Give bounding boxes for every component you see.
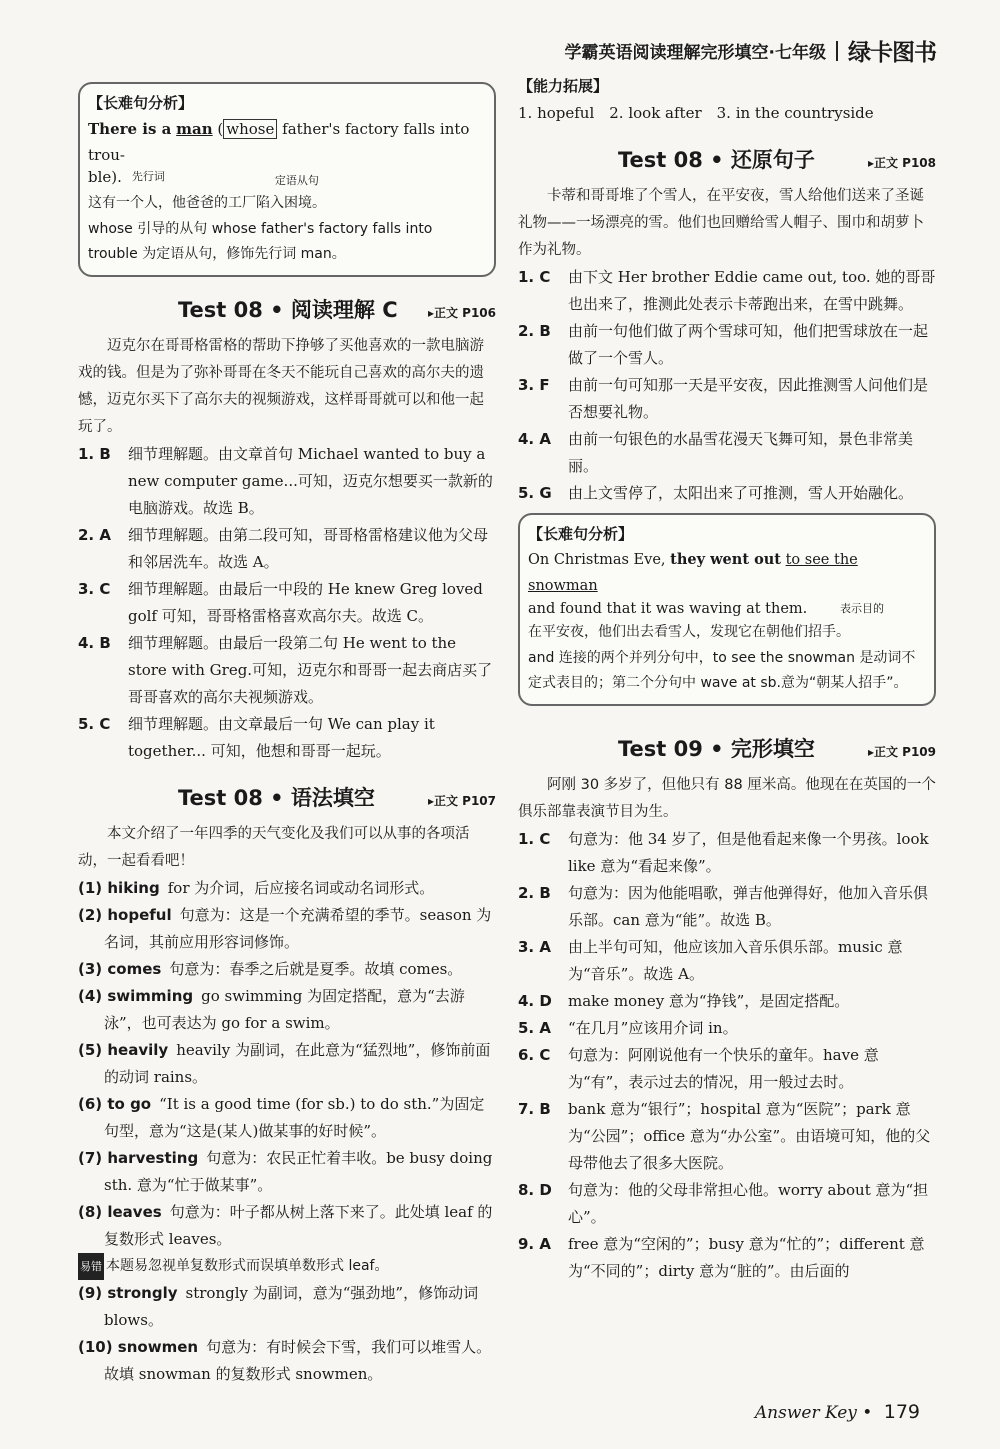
sentence-paren: ( bbox=[212, 120, 224, 138]
answer-explanation: strongly 为副词，意为“强劲地”，修饰动词 blows。 bbox=[104, 1284, 479, 1329]
answer-number: 1. C bbox=[518, 830, 551, 848]
analysis-sentence bbox=[528, 547, 924, 599]
answer-number: 9. A bbox=[518, 1235, 551, 1253]
ability-answers: 1. hopeful 2. look after 3. in the countryside bbox=[518, 104, 874, 122]
sentence-end: ble). bbox=[88, 168, 122, 186]
answer-item bbox=[78, 902, 496, 956]
sentence-rest: father's factory falls into trou- bbox=[88, 120, 470, 164]
answer-explanation: 由上半句可知，他应该加入音乐俱乐部。music 意为“音乐”。故选 A。 bbox=[568, 938, 903, 983]
answer-explanation: 句意为：阿刚说他有一个快乐的童年。have 意为“有”，表示过去的情况，用一般过去时。 bbox=[568, 1046, 879, 1091]
answer-item bbox=[518, 264, 936, 318]
answer-explanation: free 意为“空闲的”；busy 意为“忙的”；different 意为“不同的”；dirty 意为“脏的”。由后面的 bbox=[568, 1235, 925, 1280]
section-title: Test 09 • 完形填空 bbox=[618, 737, 815, 761]
answer-item bbox=[78, 441, 496, 522]
answer-explanation: 句意为：有时候会下雪，我们可以堆雪人。故填 snowman 的复数形式 snowmen。 bbox=[104, 1338, 492, 1383]
page-reference: ▸正文 P108 bbox=[867, 156, 936, 170]
page-reference: ▸正文 P106 bbox=[427, 306, 496, 320]
common-mistake-note bbox=[78, 1253, 496, 1280]
answer-number: 6. C bbox=[518, 1046, 551, 1064]
section-title: Test 08 • 还原句子 bbox=[618, 148, 815, 172]
page-header bbox=[565, 34, 936, 67]
page-footer bbox=[755, 1401, 920, 1423]
answer-number: 3. C bbox=[78, 580, 111, 598]
answer-number: 1. C bbox=[518, 268, 551, 286]
left-column bbox=[78, 82, 496, 1388]
answer-explanation: for 为介词，后应接名词或动名词形式。 bbox=[167, 879, 435, 897]
answer-number: 1. B bbox=[78, 445, 111, 463]
answer-list bbox=[518, 264, 936, 507]
annotation-attributive-clause: 定语从句 bbox=[274, 174, 319, 187]
answer-item bbox=[518, 480, 936, 507]
long-sentence-analysis-box bbox=[518, 513, 936, 706]
answer-number: (8) leaves bbox=[78, 1203, 162, 1221]
answer-item bbox=[78, 956, 496, 983]
answer-explanation: go swimming 为固定搭配，意为“去游泳”，也可表达为 go for a swim。 bbox=[104, 987, 465, 1032]
answer-item bbox=[78, 1037, 496, 1091]
section-title: Test 08 • 阅读理解 C bbox=[178, 298, 398, 322]
page-reference: ▸正文 P107 bbox=[427, 794, 496, 808]
answer-explanation: “在几月”应该用介词 in。 bbox=[568, 1019, 738, 1037]
answer-item bbox=[518, 988, 936, 1015]
answer-number: 5. A bbox=[518, 1019, 551, 1037]
answer-explanation: 细节理解题。由第二段可知，哥哥格雷格建议他为父母和邻居洗车。故选 A。 bbox=[128, 526, 489, 571]
answer-explanation: 句意为：这是一个充满希望的季节。season 为名词，其前应用形容词修饰。 bbox=[104, 906, 492, 951]
answer-explanation: 细节理解题。由最后一段第二句 He went to the store with Greg.可知，迈克尔和哥哥一起去商店买了哥哥喜欢的高尔夫视频游戏。 bbox=[128, 634, 493, 706]
answer-list bbox=[78, 1280, 496, 1388]
answer-explanation: 细节理解题。由文章首句 Michael wanted to buy a new computer game...可知，迈克尔想要买一款新的电脑游戏。故选 B。 bbox=[128, 445, 493, 517]
answer-item bbox=[518, 1042, 936, 1096]
purpose-phrase: to see the snowman bbox=[528, 552, 858, 594]
analysis-note: whose 引导的从句 whose father's factory falls into trouble 为定语从句，修饰先行词 man。 bbox=[88, 221, 433, 262]
answer-item bbox=[78, 1280, 496, 1334]
section-header-grammar bbox=[78, 785, 496, 815]
answer-item bbox=[78, 576, 496, 630]
sentence-part: On Christmas Eve, bbox=[528, 552, 671, 568]
answer-item bbox=[518, 1015, 936, 1042]
answer-item bbox=[518, 880, 936, 934]
answer-item bbox=[78, 711, 496, 765]
section-header-reading-c bbox=[78, 297, 496, 327]
answer-item bbox=[78, 630, 496, 711]
answer-list bbox=[78, 875, 496, 1253]
answer-list bbox=[78, 441, 496, 765]
annotation-antecedent: 先行词 bbox=[131, 170, 165, 183]
answer-number: 4. A bbox=[518, 430, 551, 448]
section-intro: 阿刚 30 多岁了，但他只有 88 厘米高。他现在在英国的一个俱乐部靠表演节目为生。 bbox=[518, 777, 936, 820]
section-header-restore bbox=[518, 147, 936, 177]
answer-number: 8. D bbox=[518, 1181, 552, 1199]
answer-item bbox=[518, 1231, 936, 1285]
answer-explanation: 句意为：农民正忙着丰收。be busy doing sth. 意为“忙于做某事”。 bbox=[104, 1149, 493, 1194]
answer-explanation: 句意为：因为他能唱歌，弹吉他弹得好，他加入音乐俱乐部。can 意为“能”。故选 B。 bbox=[568, 884, 929, 929]
answer-explanation: bank 意为“银行”；hospital 意为“医院”；park 意为“公园”；office 意为“办公室”。由语境可知，他的父母带他去了很多大医院。 bbox=[568, 1100, 931, 1172]
answer-number: (2) hopeful bbox=[78, 906, 172, 924]
answer-number: 5. G bbox=[518, 484, 552, 502]
answer-item bbox=[78, 875, 496, 902]
answer-number: 5. C bbox=[78, 715, 111, 733]
series-title: 学霸英语阅读理解完形填空·七年级 bbox=[564, 43, 826, 63]
analysis-translation: 在平安夜，他们出去看雪人，发现它在朝他们招手。 bbox=[528, 624, 850, 640]
analysis-translation: 这有一个人，他爸爸的工厂陷入困境。 bbox=[88, 195, 326, 211]
long-sentence-analysis-box bbox=[78, 82, 496, 277]
answer-explanation: make money 意为“挣钱”，是固定搭配。 bbox=[568, 992, 850, 1010]
sentence-rest: and found that it was waving at them. bbox=[528, 601, 808, 617]
answer-item bbox=[78, 1334, 496, 1388]
answer-item bbox=[78, 1145, 496, 1199]
ability-heading: 【能力拓展】 bbox=[518, 77, 609, 95]
answer-number: (5) heavily bbox=[78, 1041, 169, 1059]
answer-item bbox=[78, 522, 496, 576]
analysis-sentence bbox=[88, 116, 484, 168]
answer-item bbox=[518, 1096, 936, 1177]
answer-explanation: 句意为：他 34 岁了，但是他看起来像一个男孩。look like 意为“看起来像”。 bbox=[568, 830, 929, 875]
answer-explanation: 由下文 Her brother Eddie came out, too. 她的哥哥也出来了，推测此处表示卡蒂跑出来，在雪中跳舞。 bbox=[568, 268, 936, 313]
answer-explanation: 由上文雪停了，太阳出来了可推测，雪人开始融化。 bbox=[568, 484, 914, 502]
answer-number: 3. A bbox=[518, 938, 551, 956]
answer-number: 3. F bbox=[518, 376, 550, 394]
answer-item bbox=[518, 318, 936, 372]
section-intro: 迈克尔在哥哥格雷格的帮助下挣够了买他喜欢的一款电脑游戏的钱。但是为了弥补哥哥在冬天不能玩自己喜欢的高尔夫的遗憾，迈克尔买下了高尔夫的视频游戏，这样哥哥就可以和他一起玩了。 bbox=[78, 338, 484, 435]
answer-number: (3) comes bbox=[78, 960, 162, 978]
section-header-cloze bbox=[518, 736, 936, 766]
answer-explanation: 句意为：他的父母非常担心他。worry about 意为“担心”。 bbox=[568, 1181, 929, 1226]
answer-item bbox=[518, 426, 936, 480]
answer-number: 2. B bbox=[518, 322, 551, 340]
answer-item bbox=[78, 1091, 496, 1145]
answer-number: (6) to go bbox=[78, 1095, 152, 1113]
analysis-heading: 【长难句分析】 bbox=[528, 525, 634, 543]
section-intro: 本文介绍了一年四季的天气变化及我们可以从事的各项活动，一起看看吧！ bbox=[78, 826, 470, 869]
answer-number: (9) strongly bbox=[78, 1284, 178, 1302]
page-reference: ▸正文 P109 bbox=[867, 745, 936, 759]
sentence-part: There is a bbox=[88, 120, 172, 138]
relative-pronoun-box: whose bbox=[223, 119, 277, 139]
answer-explanation: 由前一句银色的水晶雪花漫天飞舞可知，景色非常美丽。 bbox=[568, 430, 914, 475]
section-title: Test 08 • 语法填空 bbox=[178, 786, 375, 810]
answer-explanation: 由前一句可知那一天是平安夜，因此推测雪人问他们是否想要礼物。 bbox=[568, 376, 929, 421]
answer-explanation: heavily 为副词，在此意为“猛烈地”，修饰前面的动词 rains。 bbox=[104, 1041, 491, 1086]
answer-explanation: 细节理解题。由最后一中段的 He knew Greg loved golf 可知，哥哥格雷格喜欢高尔夫。故选 C。 bbox=[128, 580, 483, 625]
answer-item bbox=[518, 826, 936, 880]
main-clause: they went out bbox=[670, 551, 781, 568]
footer-dot: • bbox=[862, 1403, 873, 1423]
answer-explanation: 句意为：叶子都从树上落下来了。此处填 leaf 的复数形式 leaves。 bbox=[104, 1203, 493, 1248]
footer-label: Answer Key bbox=[754, 1403, 857, 1423]
answer-explanation: 句意为：春季之后就是夏季。故填 comes。 bbox=[169, 960, 463, 978]
page-number: 179 bbox=[883, 1401, 920, 1423]
warning-text: 本题易忽视单复数形式而误填单数形式 leaf。 bbox=[106, 1258, 389, 1274]
answer-number: 4. B bbox=[78, 634, 111, 652]
answer-number: (7) harvesting bbox=[78, 1149, 199, 1167]
antecedent-word: man bbox=[176, 120, 213, 138]
answer-number: 2. B bbox=[518, 884, 551, 902]
answer-number: (4) swimming bbox=[78, 987, 194, 1005]
answer-explanation: “It is a good time (for sb.) to do sth.”为固定句型，意为“这是(某人)做某事的好时候”。 bbox=[104, 1095, 485, 1140]
answer-item bbox=[78, 983, 496, 1037]
brand-logo: 绿卡图书 bbox=[848, 40, 936, 66]
analysis-note: and 连接的两个并列分句中，to see the snowman 是动词不定式表目的；第二个分句中 wave at sb.意为“朝某人招手”。 bbox=[528, 650, 916, 691]
answer-item bbox=[78, 1199, 496, 1253]
answer-explanation: 细节理解题。由文章最后一句 We can play it together... 可知，他想和哥哥一起玩。 bbox=[128, 715, 435, 760]
answer-number: (10) snowmen bbox=[78, 1338, 199, 1356]
right-column bbox=[518, 74, 936, 1285]
warning-icon: 易错 bbox=[78, 1253, 104, 1280]
answer-item bbox=[518, 1177, 936, 1231]
answer-number: (1) hiking bbox=[78, 879, 160, 897]
annotation-purpose: 表示目的 bbox=[840, 602, 884, 615]
answer-item bbox=[518, 934, 936, 988]
answer-item bbox=[518, 372, 936, 426]
answer-explanation: 由前一句他们做了两个雪球可知，他们把雪球放在一起做了一个雪人。 bbox=[568, 322, 929, 367]
analysis-heading: 【长难句分析】 bbox=[88, 94, 194, 112]
answer-number: 4. D bbox=[518, 992, 552, 1010]
answer-number: 7. B bbox=[518, 1100, 551, 1118]
answer-number: 2. A bbox=[78, 526, 111, 544]
section-intro: 卡蒂和哥哥堆了个雪人，在平安夜，雪人给他们送来了圣诞礼物——一场漂亮的雪。他们也回赠给雪人帽子、围巾和胡萝卜作为礼物。 bbox=[518, 188, 924, 258]
header-divider bbox=[836, 41, 838, 61]
answer-list bbox=[518, 826, 936, 1285]
